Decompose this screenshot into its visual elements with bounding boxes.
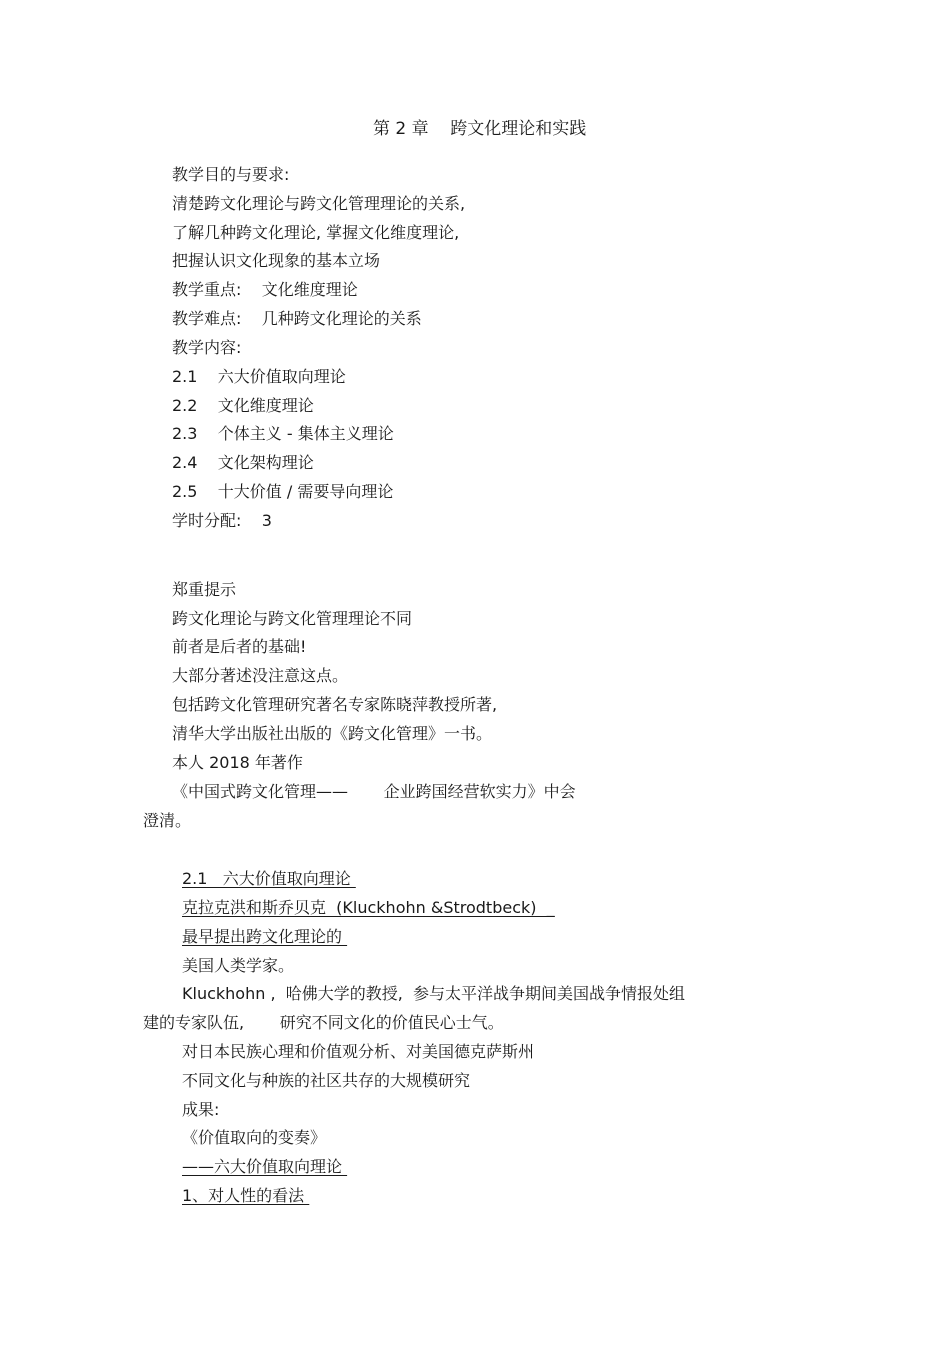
content-item: 2.1 六大价值取向理论: [172, 367, 346, 386]
notice-line: 前者是后者的基础!: [172, 637, 307, 656]
chapter-title: 第 2 章 跨文化理论和实践: [373, 119, 587, 139]
section-heading: 2.1 六大价值取向理论: [182, 869, 356, 888]
difficult-point-line: 教学难点: 几种跨文化理论的关系: [172, 309, 422, 328]
objective-line: 把握认识文化现象的基本立场: [172, 251, 381, 270]
hours-line: 学时分配: 3: [172, 511, 272, 530]
content-heading: 教学内容:: [172, 338, 242, 357]
content-item: 2.5 十大价值 / 需要导向理论: [172, 482, 394, 501]
objectives-heading: 教学目的与要求:: [172, 165, 290, 184]
first-theory-line: 最早提出跨文化理论的: [182, 927, 348, 946]
body-line: 美国人类学家。: [182, 956, 295, 975]
authors-line: 克拉克洪和斯乔贝克 (Kluckhohn &Strodtbeck) _: [182, 898, 555, 917]
notice-heading: 郑重提示: [172, 580, 237, 599]
body-line: 成果:: [182, 1100, 220, 1119]
objective-line: 清楚跨文化理论与跨文化管理理论的关系,: [172, 194, 466, 213]
body-line: 不同文化与种族的社区共存的大规模研究: [182, 1071, 471, 1090]
notice-line: 跨文化理论与跨文化管理理论不同: [172, 609, 413, 628]
key-point-line: 教学重点: 文化维度理论: [172, 280, 358, 299]
notice-line: 清华大学出版社出版的《跨文化管理》一书。: [172, 724, 493, 743]
notice-line: 澄清。: [143, 811, 192, 830]
body-line: 《价值取向的变奏》: [182, 1128, 327, 1147]
notice-line: 包括跨文化管理研究著名专家陈晓萍教授所著,: [172, 695, 498, 714]
theory-title-line: ——六大价值取向理论: [182, 1157, 348, 1176]
body-line: Kluckhohn , 哈佛大学的教授, 参与太平洋战争期间美国战争情报处组: [182, 984, 685, 1003]
objective-line: 了解几种跨文化理论, 掌握文化维度理论,: [172, 223, 460, 242]
notice-line: 《中国式跨文化管理—— 企业跨国经营软实力》中会: [172, 782, 576, 801]
content-item: 2.3 个体主义 - 集体主义理论: [172, 424, 394, 443]
body-line: 建的专家队伍, 研究不同文化的价值民心士气。: [143, 1013, 504, 1032]
notice-line: 本人 2018 年著作: [172, 753, 303, 772]
content-item: 2.2 文化维度理论: [172, 396, 314, 415]
content-item: 2.4 文化架构理论: [172, 453, 314, 472]
subsection-heading: 1、对人性的看法: [182, 1186, 310, 1205]
body-line: 对日本民族心理和价值观分析、对美国德克萨斯州: [182, 1042, 535, 1061]
notice-line: 大部分著述没注意这点。: [172, 666, 349, 685]
